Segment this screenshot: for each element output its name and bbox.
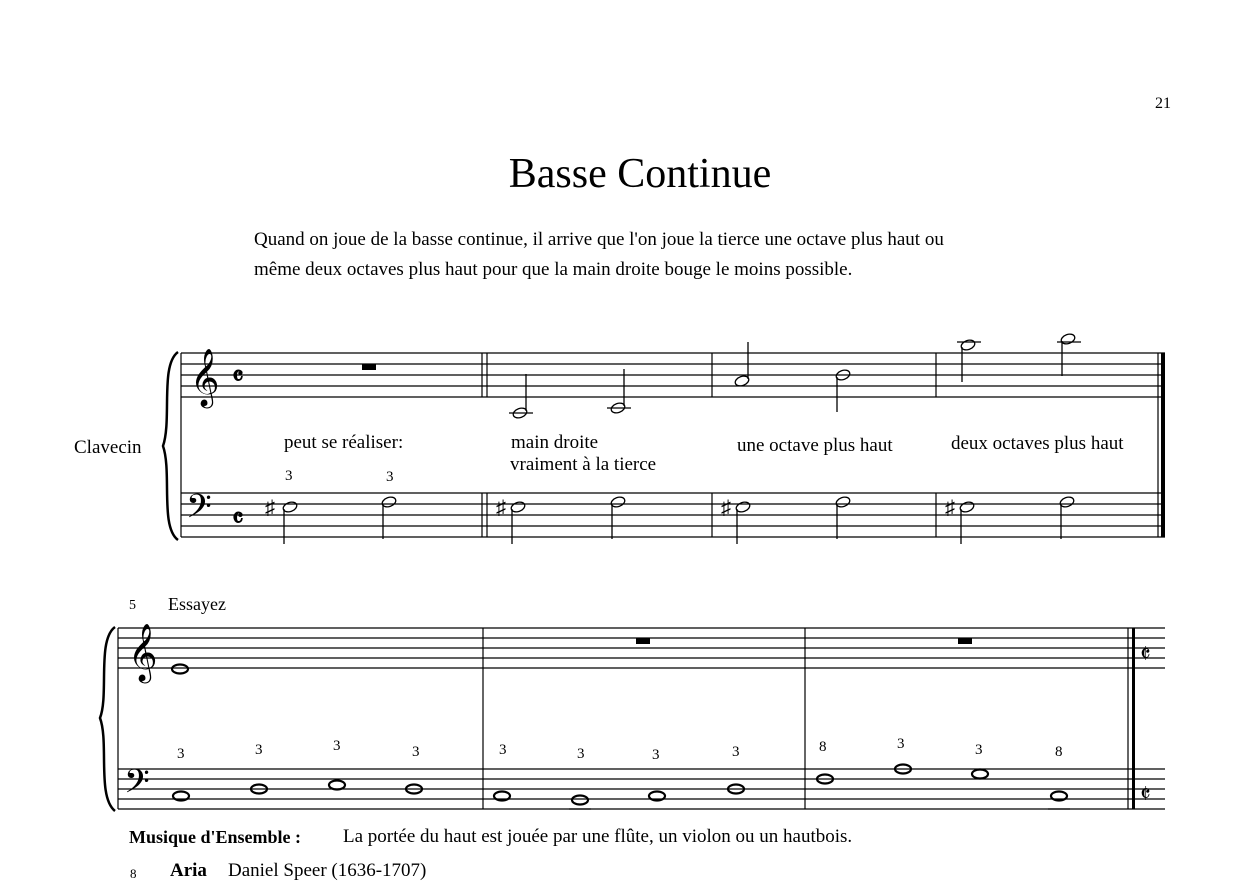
whole-rest-icon xyxy=(958,638,972,644)
cut-time-icon: 𝄵 xyxy=(1140,782,1151,808)
annotation-m4: deux octaves plus haut xyxy=(951,433,1124,454)
measure-number: 5 xyxy=(129,598,136,613)
figure: 3 xyxy=(255,742,263,758)
cut-time-icon: 𝄵 xyxy=(1140,642,1151,668)
system2-bass-staff xyxy=(118,769,1165,809)
figure: 3 xyxy=(412,744,420,760)
system1-brace xyxy=(163,352,178,540)
figure: 3 xyxy=(285,468,293,484)
system1-treble-staff xyxy=(181,353,1165,397)
system2-treble-staff xyxy=(118,628,1165,668)
page-number: 21 xyxy=(1155,95,1171,112)
sharp-icon: ♯ xyxy=(945,497,955,519)
sharp-icon: ♯ xyxy=(721,497,731,519)
bass-clef-icon: 𝄢 xyxy=(186,488,212,533)
system2-brace xyxy=(100,627,115,811)
composer: Daniel Speer (1636-1707) xyxy=(228,860,427,881)
treble-clef-icon: 𝄞 xyxy=(190,349,220,405)
measure-number: 8 xyxy=(130,866,137,881)
system2-notes xyxy=(172,665,1067,805)
figure: 3 xyxy=(975,742,983,758)
sharp-icon: ♯ xyxy=(496,497,506,519)
annotation-m2-line2: vraiment à la tierce xyxy=(510,454,657,475)
whole-rest-icon xyxy=(362,364,376,370)
system1-final-barline xyxy=(1161,353,1165,537)
whole-rest-icon xyxy=(636,638,650,644)
figure: 8 xyxy=(1055,744,1063,760)
figure: 3 xyxy=(577,746,585,762)
figure: 8 xyxy=(819,739,827,755)
annotation-m2-line1: main droite xyxy=(511,432,599,453)
figure: 3 xyxy=(897,736,905,752)
system2-double-barline xyxy=(1132,628,1135,809)
page-title: Basse Continue xyxy=(508,151,772,197)
treble-clef-icon: 𝄞 xyxy=(128,624,158,680)
annotation-m3: une octave plus haut xyxy=(737,435,893,456)
figure: 3 xyxy=(499,742,507,758)
time-signature-c-icon: 𝄴 xyxy=(232,504,244,533)
time-signature-c-icon: 𝄴 xyxy=(232,362,244,391)
bass-clef-icon: 𝄢 xyxy=(124,763,150,808)
intro-line-1: Quand on joue de la basse continue, il arrive que l'on joue la tierce une octave plus haut ou xyxy=(254,229,944,250)
figure: 3 xyxy=(333,738,341,754)
piece-title: Aria xyxy=(170,860,207,881)
intro-line-2: même deux octaves plus haut pour que la main droite bouge le moins possible. xyxy=(254,259,853,280)
figure: 3 xyxy=(652,747,660,763)
ensemble-label: Musique d'Ensemble : xyxy=(129,827,302,847)
sharp-icon: ♯ xyxy=(265,497,275,519)
essayez-label: Essayez xyxy=(168,594,226,614)
system1-treble-notes xyxy=(509,332,1081,419)
annotation-m1: peut se réaliser: xyxy=(284,432,404,453)
ensemble-text: La portée du haut est jouée par une flûte, un violon ou un hautbois. xyxy=(343,826,853,847)
figure: 3 xyxy=(177,746,185,762)
instrument-name: Clavecin xyxy=(74,437,142,458)
sharp-icons xyxy=(265,497,955,519)
system1-bass-staff xyxy=(181,493,1165,537)
figure: 3 xyxy=(732,744,740,760)
system2-barlines xyxy=(118,628,1128,809)
figure: 3 xyxy=(386,469,394,485)
